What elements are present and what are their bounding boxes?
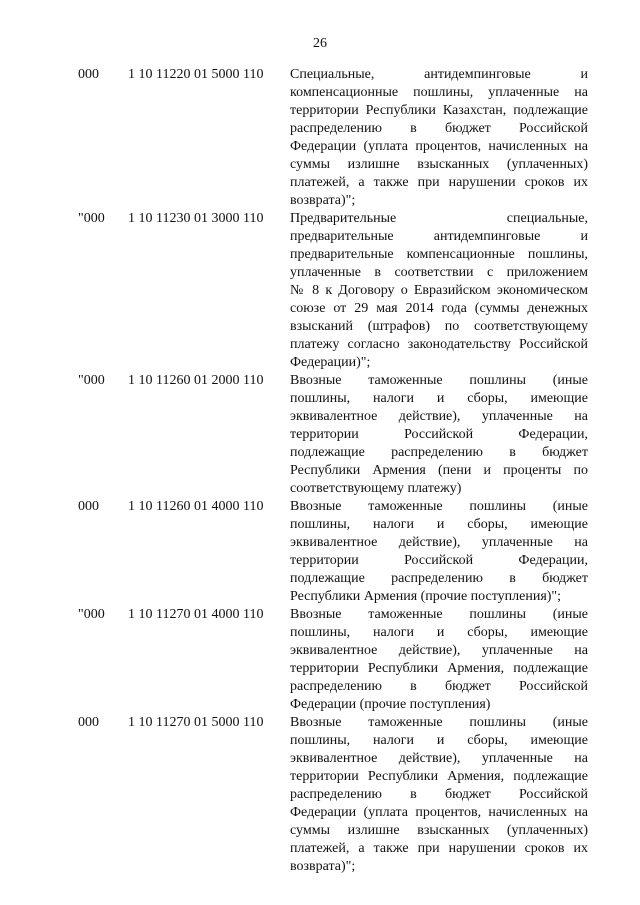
description-line: территории Республики Казахстан, подлежащие <box>290 103 588 118</box>
description-line: возврата)"; <box>290 859 356 874</box>
admin-code: "000 <box>78 373 105 388</box>
table-row <box>0 66 640 210</box>
description-line: эквивалентное действие), уплаченные на <box>290 751 588 766</box>
budget-code: 1 10 11220 01 5000 110 <box>128 67 264 82</box>
description-line: распределению в бюджет Российской <box>290 679 588 694</box>
description-line: Федерации)"; <box>290 355 371 370</box>
description-line: Ввозные таможенные пошлины (иные <box>290 607 588 622</box>
page-number: 26 <box>313 36 327 51</box>
description-line: предварительные антидемпинговые и <box>290 229 588 244</box>
description <box>290 498 588 606</box>
description-line: Специальные, антидемпинговые и <box>290 67 588 82</box>
table-row <box>0 498 640 606</box>
description-line: Ввозные таможенные пошлины (иные <box>290 373 588 388</box>
table-row <box>0 714 640 876</box>
description-line: Республики Армения (прочие поступления)"; <box>290 589 562 604</box>
description <box>290 714 588 876</box>
description-line: эквивалентное действие), уплаченные на <box>290 535 588 550</box>
description-line: платежу согласно законодательству Российской <box>290 337 588 352</box>
description-line: Федерации (уплата процентов, начисленных на <box>290 139 588 154</box>
description-line: территории Республики Армения, подлежащие <box>290 769 588 784</box>
description-line: Предварительные специальные, <box>290 211 588 226</box>
description-line: пошлины, налоги и сборы, имеющие <box>290 517 588 532</box>
description-line: суммы излишне взысканных (уплаченных) <box>290 823 588 838</box>
description-line: Ввозные таможенные пошлины (иные <box>290 715 588 730</box>
description <box>290 66 588 210</box>
budget-code: 1 10 11270 01 5000 110 <box>128 715 264 730</box>
description-line: пошлины, налоги и сборы, имеющие <box>290 391 588 406</box>
admin-code: 000 <box>78 67 99 82</box>
description-line: пошлины, налоги и сборы, имеющие <box>290 733 588 748</box>
description-line: уплаченные в соответствии с приложением <box>290 265 588 280</box>
description-line: суммы излишне взысканных (уплаченных) <box>290 157 588 172</box>
description-line: Федерации (уплата процентов, начисленных на <box>290 805 588 820</box>
description-line: подлежащие распределению в бюджет <box>290 445 588 460</box>
table-row <box>0 372 640 498</box>
description-line: платежей, а также при нарушении сроков их <box>290 175 588 190</box>
description-line: союзе от 29 мая 2014 года (суммы денежных <box>290 301 588 316</box>
admin-code: "000 <box>78 211 105 226</box>
description-line: эквивалентное действие), уплаченные на <box>290 643 588 658</box>
budget-code: 1 10 11230 01 3000 110 <box>128 211 264 226</box>
description-line: соответствующему платежу) <box>290 481 462 496</box>
description-line: платежей, а также при нарушении сроков их <box>290 841 588 856</box>
description-line: территории Республики Армения, подлежащие <box>290 661 588 676</box>
description-line: взысканий (штрафов) по соответствующему <box>290 319 588 334</box>
description-line: эквивалентное действие), уплаченные на <box>290 409 588 424</box>
budget-code: 1 10 11270 01 4000 110 <box>128 607 264 622</box>
admin-code: "000 <box>78 607 105 622</box>
table-row <box>0 606 640 714</box>
description-line: территории Российской Федерации, <box>290 553 588 568</box>
code-table <box>0 66 640 876</box>
budget-code: 1 10 11260 01 2000 110 <box>128 373 264 388</box>
description-line: Федерации (прочие поступления) <box>290 697 491 712</box>
description <box>290 372 588 498</box>
description-line: компенсационные пошлины, уплаченные на <box>290 85 588 100</box>
description-line: распределению в бюджет Российской <box>290 787 588 802</box>
description <box>290 606 588 714</box>
description-line: пошлины, налоги и сборы, имеющие <box>290 625 588 640</box>
description-line: территории Российской Федерации, <box>290 427 588 442</box>
description-line: Ввозные таможенные пошлины (иные <box>290 499 588 514</box>
description-line: возврата)"; <box>290 193 356 208</box>
description-line: предварительные компенсационные пошлины, <box>290 247 588 262</box>
description-line: распределению в бюджет Российской <box>290 121 588 136</box>
description <box>290 210 588 372</box>
description-line: № 8 к Договору о Евразийском экономическом <box>290 283 588 298</box>
description-line: подлежащие распределению в бюджет <box>290 571 588 586</box>
admin-code: 000 <box>78 499 99 514</box>
budget-code: 1 10 11260 01 4000 110 <box>128 499 264 514</box>
description-line: Республики Армения (пени и проценты по <box>290 463 588 478</box>
table-row <box>0 210 640 372</box>
admin-code: 000 <box>78 715 99 730</box>
